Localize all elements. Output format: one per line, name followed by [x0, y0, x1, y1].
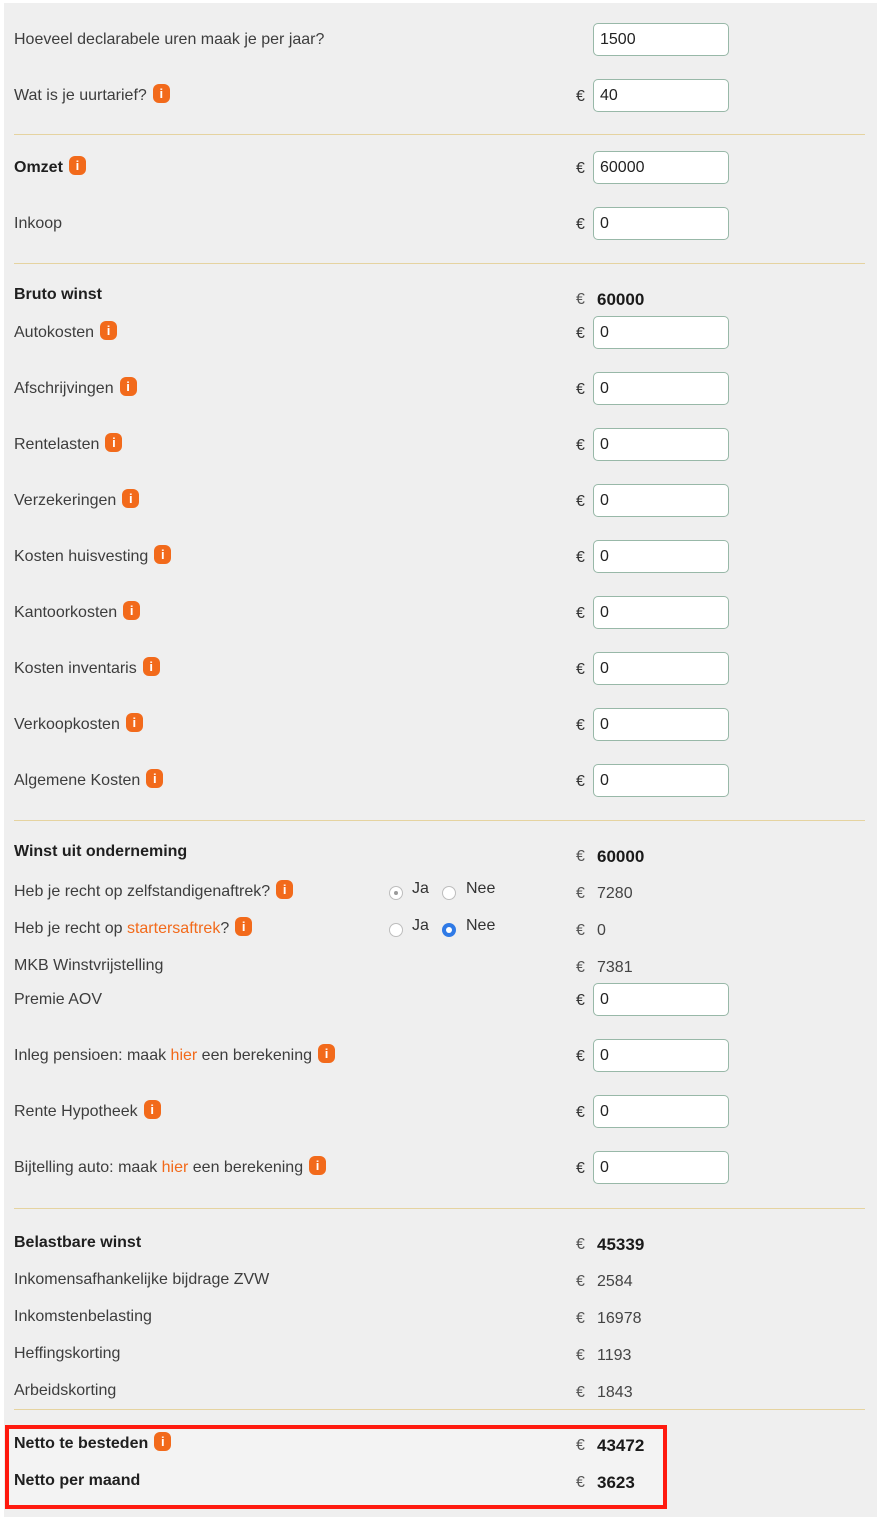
cost-label: Kosten huisvesting	[14, 548, 149, 565]
cost-input[interactable]	[593, 372, 729, 405]
currency-symbol: €	[576, 291, 585, 308]
info-icon[interactable]: i	[276, 880, 293, 899]
cost-row-label	[14, 491, 139, 511]
info-icon[interactable]: i	[100, 321, 117, 340]
cost-row-label	[14, 659, 160, 679]
omzet-label: Omzet	[14, 159, 63, 176]
info-icon[interactable]: i	[153, 84, 170, 103]
info-icon[interactable]: i	[235, 917, 252, 936]
startersaftrek-nee-radio[interactable]	[442, 923, 456, 937]
cost-label: Algemene Kosten	[14, 772, 141, 789]
startersaftrek-link[interactable]: startersaftrek	[126, 920, 221, 937]
currency-symbol: €	[576, 1273, 585, 1290]
pensioen-link[interactable]: hier	[170, 1047, 198, 1064]
info-icon[interactable]: i	[122, 489, 139, 508]
info-icon[interactable]: i	[105, 433, 122, 452]
cost-label: Verzekeringen	[14, 492, 117, 509]
cost-input[interactable]	[593, 428, 729, 461]
result-label: Arbeidskorting	[14, 1382, 117, 1399]
zelfstandigenaftrek-nee-label: Nee	[466, 880, 496, 897]
currency-symbol: €	[576, 1474, 585, 1491]
currency-symbol: €	[576, 885, 585, 902]
info-icon[interactable]: i	[309, 1156, 326, 1175]
inkoop-input[interactable]	[593, 207, 729, 240]
startersaftrek-label-post: ?	[220, 920, 230, 937]
result-value: 16978	[597, 1310, 642, 1327]
cost-row-label	[14, 771, 163, 791]
netto-besteden-value: 43472	[597, 1436, 645, 1455]
cost-input[interactable]	[593, 484, 729, 517]
cost-input[interactable]	[593, 652, 729, 685]
currency-symbol: €	[576, 381, 585, 398]
info-icon[interactable]: i	[154, 1432, 171, 1451]
result-value: 2584	[597, 1273, 633, 1290]
currency-symbol: €	[576, 216, 585, 233]
info-icon[interactable]: i	[144, 1100, 161, 1119]
bijtelling-label-pre: Bijtelling auto: maak	[14, 1159, 162, 1176]
winst-onderneming-label: Winst uit onderneming	[14, 843, 188, 860]
currency-symbol: €	[576, 717, 585, 734]
omzet-input[interactable]	[593, 151, 729, 184]
currency-symbol: €	[576, 922, 585, 939]
calculator-panel	[4, 3, 877, 1517]
uurtarief-label: Wat is je uurtarief?	[14, 87, 147, 104]
zelfstandigenaftrek-nee-radio[interactable]	[442, 886, 456, 900]
startersaftrek-ja-radio[interactable]	[389, 923, 403, 937]
currency-symbol: €	[576, 992, 585, 1009]
netto-maand-label: Netto per maand	[14, 1472, 141, 1489]
mkb-value: 7381	[597, 959, 633, 976]
result-label: Inkomensafhankelijke bijdrage ZVW	[14, 1271, 270, 1288]
currency-symbol: €	[576, 1437, 585, 1454]
currency-symbol: €	[576, 88, 585, 105]
info-icon[interactable]: i	[69, 156, 86, 175]
bijtelling-label-post: een berekening	[188, 1159, 304, 1176]
separator	[14, 1409, 865, 1410]
uren-label: Hoeveel declarabele uren maak je per jaar?	[14, 31, 325, 48]
premie-aov-label: Premie AOV	[14, 991, 103, 1008]
zelfstandigenaftrek-ja-radio[interactable]	[389, 886, 403, 900]
separator	[14, 1208, 865, 1209]
cost-row-label	[14, 715, 143, 735]
separator	[14, 263, 865, 264]
cost-label: Verkoopkosten	[14, 716, 120, 733]
startersaftrek-label-pre: Heb je recht op	[14, 920, 127, 937]
startersaftrek-nee-label: Nee	[466, 917, 496, 934]
zelfstandigenaftrek-value: 7280	[597, 885, 633, 902]
currency-symbol: €	[576, 605, 585, 622]
info-icon[interactable]: i	[120, 377, 137, 396]
currency-symbol: €	[576, 493, 585, 510]
hypotheek-label: Rente Hypotheek	[14, 1103, 138, 1120]
bruto-winst-label: Bruto winst	[14, 286, 102, 303]
hypotheek-input[interactable]	[593, 1095, 729, 1128]
currency-symbol: €	[576, 325, 585, 342]
currency-symbol: €	[576, 1384, 585, 1401]
currency-symbol: €	[576, 160, 585, 177]
belastbare-winst-value: 45339	[597, 1235, 645, 1254]
result-value: 1843	[597, 1384, 633, 1401]
cost-row-label	[14, 547, 171, 567]
cost-input[interactable]	[593, 316, 729, 349]
currency-symbol: €	[576, 1310, 585, 1327]
premie-aov-input[interactable]	[593, 983, 729, 1016]
currency-symbol: €	[576, 437, 585, 454]
winst-onderneming-value: 60000	[597, 847, 645, 866]
bijtelling-link[interactable]: hier	[161, 1159, 189, 1176]
cost-input[interactable]	[593, 708, 729, 741]
currency-symbol: €	[576, 1104, 585, 1121]
separator	[14, 820, 865, 821]
info-icon[interactable]: i	[123, 601, 140, 620]
cost-row-label	[14, 435, 122, 455]
currency-symbol: €	[576, 549, 585, 566]
separator	[14, 134, 865, 135]
currency-symbol: €	[576, 1236, 585, 1253]
cost-label: Kosten inventaris	[14, 660, 137, 677]
currency-symbol: €	[576, 773, 585, 790]
belastbare-winst-label: Belastbare winst	[14, 1234, 142, 1251]
cost-row-label	[14, 379, 137, 399]
pensioen-input[interactable]	[593, 1039, 729, 1072]
currency-symbol: €	[576, 1048, 585, 1065]
currency-symbol: €	[576, 661, 585, 678]
cost-row-label	[14, 323, 117, 343]
info-icon[interactable]: i	[154, 545, 171, 564]
result-label: Heffingskorting	[14, 1345, 121, 1362]
netto-besteden-label: Netto te besteden	[14, 1435, 149, 1452]
uurtarief-input[interactable]	[593, 79, 729, 112]
result-value: 1193	[597, 1347, 632, 1364]
cost-label: Autokosten	[14, 324, 95, 341]
currency-symbol: €	[576, 1347, 585, 1364]
netto-maand-value: 3623	[597, 1473, 635, 1492]
pensioen-label-pre: Inleg pensioen: maak	[14, 1047, 171, 1064]
cost-label: Afschrijvingen	[14, 380, 114, 397]
zelfstandigenaftrek-label: Heb je recht op zelfstandigenaftrek?	[14, 883, 271, 900]
uren-input[interactable]	[593, 23, 729, 56]
startersaftrek-value: 0	[597, 922, 606, 939]
info-icon[interactable]: i	[126, 713, 143, 732]
inkoop-label: Inkoop	[14, 215, 63, 232]
info-icon[interactable]: i	[143, 657, 160, 676]
result-label: Inkomstenbelasting	[14, 1308, 152, 1325]
bijtelling-input[interactable]	[593, 1151, 729, 1184]
bruto-winst-value: 60000	[597, 290, 645, 309]
currency-symbol: €	[576, 1160, 585, 1177]
currency-symbol: €	[576, 848, 585, 865]
cost-label: Rentelasten	[14, 436, 100, 453]
cost-input[interactable]	[593, 596, 729, 629]
pensioen-label-post: een berekening	[197, 1047, 312, 1064]
cost-input[interactable]	[593, 540, 729, 573]
currency-symbol: €	[576, 959, 585, 976]
cost-input[interactable]	[593, 764, 729, 797]
mkb-label: MKB Winstvrijstelling	[14, 957, 164, 974]
cost-row-label	[14, 603, 140, 623]
startersaftrek-ja-label: Ja	[412, 917, 429, 934]
info-icon[interactable]: i	[318, 1044, 335, 1063]
info-icon[interactable]: i	[146, 769, 163, 788]
cost-label: Kantoorkosten	[14, 604, 118, 621]
zelfstandigenaftrek-ja-label: Ja	[412, 880, 429, 897]
